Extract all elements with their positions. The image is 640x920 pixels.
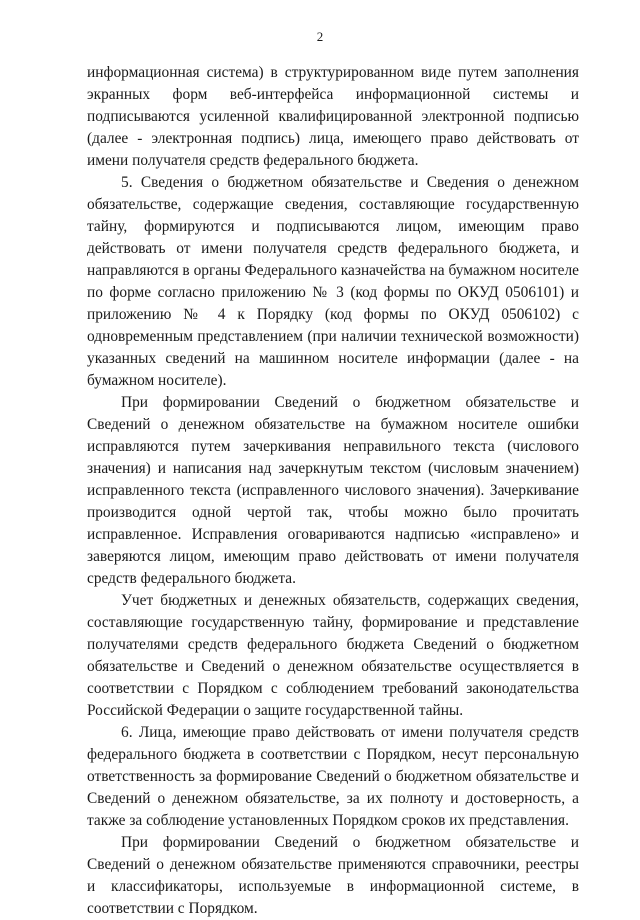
page-number: 2 bbox=[316, 29, 324, 44]
paragraph-state-secret: Учет бюджетных и денежных обязательств, содержащих сведения, составляющие государственную тайну, формирование и представление получателями средств федерального бюджета Сведений о бюджетном обязательстве и Сведений о денежном обязательстве осуществляется в соответствии с Порядком с соблюдением требований законодательства Российской Федерации о защите государственной тайны. bbox=[87, 592, 579, 719]
paragraph-clause-6: 6. Лица, имеющие право действовать от имени получателя средств федерального бюджета в соответствии с Порядком, несут персональную ответственность за формирование Сведений о бюджетном обязательстве и Сведений о денежном обязательстве, за их полноту и достоверность, а также за соблюдение установленных Порядком сроков их представления. bbox=[87, 724, 579, 829]
paragraph-corrections: При формировании Сведений о бюджетном обязательстве и Сведений о денежном обязательстве на бумажном носителе ошибки исправляются путем зачеркивания неправильного текста (числового значения) и написания над зачеркнутым текстом (числовым значением) исправленного текста (исправленного числового значения). Зачеркивание производится одной чертой так, чтобы можно было прочитать исправленное. Исправления оговариваются надписью «исправлено» и заверяются лицом, имеющим право действовать от имени получателя средств федерального бюджета. bbox=[87, 394, 579, 587]
document-body bbox=[87, 62, 579, 920]
paragraph-continuation: информационная система) в структурированном виде путем заполнения экранных форм веб-интерфейса информационной системы и подписываются усиленной квалифицированной электронной подписью (далее - электронная подпись) лица, имеющего право действовать от имени получателя средств федерального бюджета. bbox=[87, 64, 579, 169]
paragraph-reference-books: При формировании Сведений о бюджетном обязательстве и Сведений о денежном обязательстве применяются справочники, реестры и классификаторы, используемые в информационной системе, в соответствии с Порядком. bbox=[87, 834, 579, 917]
paragraph-clause-5: 5. Сведения о бюджетном обязательстве и Сведения о денежном обязательстве, содержащие сведения, составляющие государственную тайну, формируются и подписываются лицом, имеющим право действовать от имени получателя средств федерального бюджета, и направляются в органы Федерального казначейства на бумажном носителе по форме согласно приложению № 3 (код формы по ОКУД 0506101) и приложению № 4 к Порядку (код формы по ОКУД 0506102) с одновременным представлением (при наличии технической возможности) указанных сведений на машинном носителе информации (далее - на бумажном носителе). bbox=[87, 174, 579, 389]
